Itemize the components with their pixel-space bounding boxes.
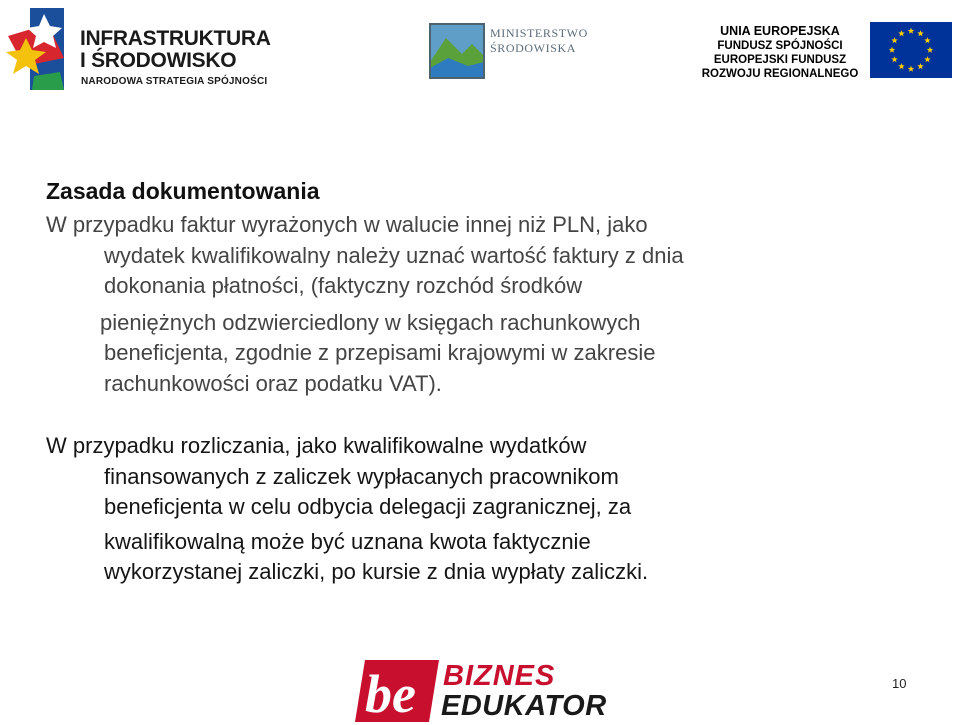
eu-flag-icon — [870, 22, 952, 78]
eu-line4: ROZWOJU REGIONALNEGO — [701, 68, 859, 80]
paragraph1-line: beneficjenta, zgodnie z przepisami krajowymi w zakresie — [104, 340, 656, 365]
star-emblem-icon — [4, 6, 68, 92]
paragraph1-line: pieniężnych odzwierciedlony w księgach rachunkowych — [100, 309, 641, 335]
slide-content — [46, 176, 926, 588]
ministry-name — [490, 26, 588, 56]
paragraph1-line: W przypadku faktur wyrażonych w walucie innej niż PLN, jako — [46, 212, 648, 237]
paragraph1-line: wydatek kwalifikowalny należy uznać wartość faktury z dnia — [104, 242, 684, 268]
edukator-word: EDUKATOR — [441, 690, 607, 722]
eu-logo — [694, 20, 956, 84]
infrastruktura-srodowisko-logo — [4, 2, 294, 96]
iis-subtitle: NARODOWA STRATEGIA SPÓJNOŚCI — [81, 76, 268, 87]
slide-heading: Zasada dokumentowania — [46, 178, 320, 204]
iis-title — [80, 28, 271, 72]
ministry-line2: ŚRODOWISKA — [490, 41, 577, 55]
paragraph2-line: wykorzystanej zaliczki, po kursie z dnia wypłaty zaliczki. — [104, 559, 649, 584]
eu-line2: FUNDUSZ SPÓJNOŚCI — [717, 40, 843, 52]
be-mark-icon — [355, 660, 439, 722]
paragraph1-line: rachunkowości oraz podatku VAT). — [104, 370, 442, 396]
page-number: 10 — [892, 676, 907, 691]
iis-title-line2: I ŚRODOWISKO — [80, 49, 237, 72]
paragraph2-line: W przypadku rozliczania, jako kwalifikowalne wydatków — [46, 433, 587, 458]
ministerstwo-srodowiska-logo — [428, 22, 603, 82]
eu-text — [694, 24, 866, 81]
ministry-line1: MINISTERSTWO — [490, 26, 588, 40]
eu-line1: UNIA EUROPEJSKA — [720, 24, 840, 38]
paragraph2-line: kwalifikowalną może być uznana kwota faktycznie — [104, 528, 591, 554]
paragraph2-line: finansowanych z zaliczek wypłacanych pracownikom — [104, 463, 619, 489]
mountain-lake-icon — [428, 22, 486, 80]
paragraph1-line: dokonania płatności, (faktyczny rozchód środków — [104, 273, 583, 298]
be-mark-text: be — [365, 664, 416, 722]
header-logo-bar — [0, 0, 959, 100]
biznes-edukator-logo — [355, 660, 625, 722]
paragraph2-line: beneficjenta w celu odbycia delegacji zagranicznej, za — [104, 494, 632, 519]
paragraph-currency-invoices — [46, 210, 926, 399]
iis-title-line1: INFRASTRUKTURA — [80, 27, 271, 50]
paragraph-advance-settlement — [46, 431, 926, 588]
eu-line3: EUROPEJSKI FUNDUSZ — [713, 54, 847, 66]
biznes-word: BIZNES — [443, 660, 556, 692]
